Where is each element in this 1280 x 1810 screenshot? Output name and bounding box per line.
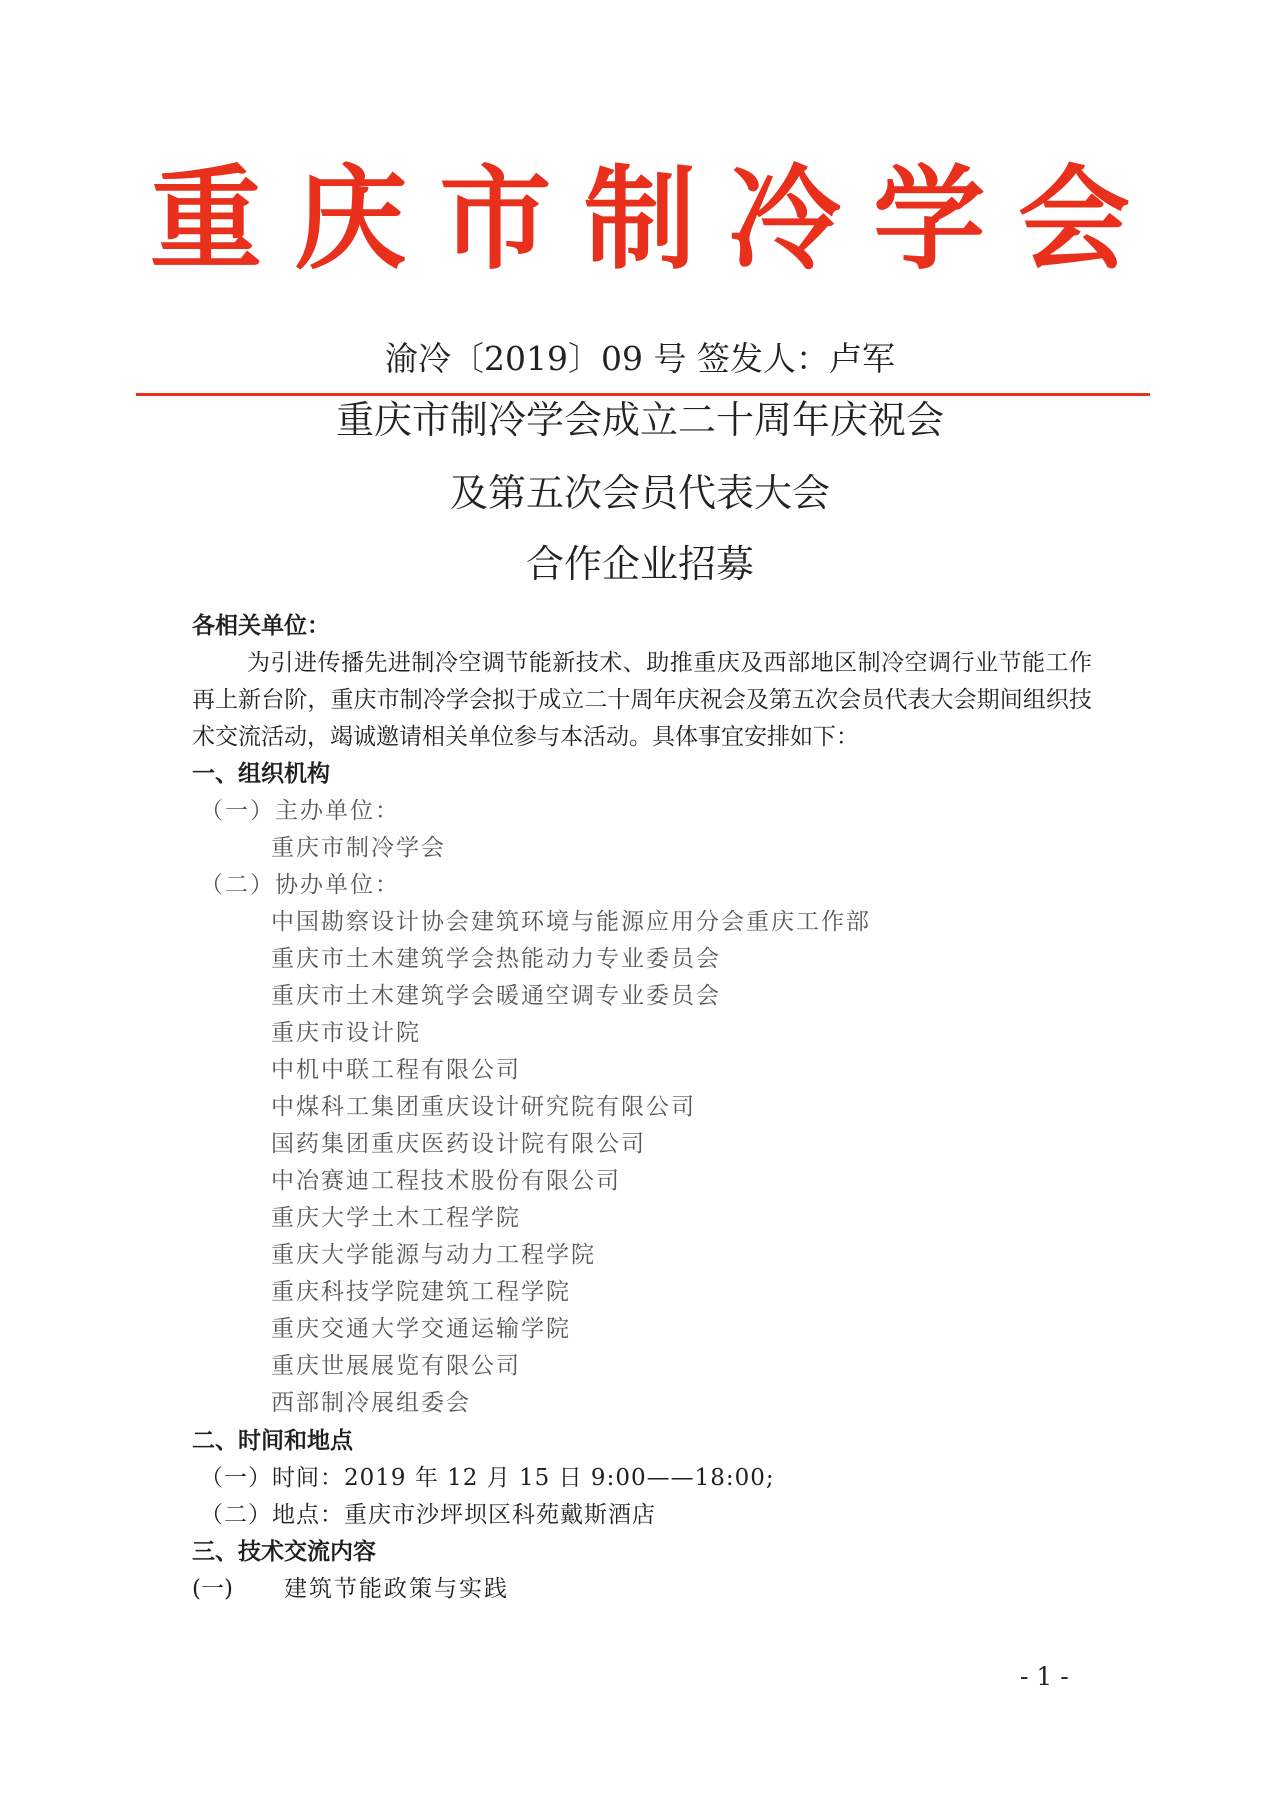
- masthead-char: 会: [1017, 155, 1130, 285]
- list-item: 重庆科技学院建筑工程学院: [271, 1279, 571, 1305]
- masthead: [150, 150, 1130, 290]
- list-item: 中机中联工程有限公司: [271, 1057, 521, 1083]
- list-item: 重庆交通大学交通运输学院: [271, 1316, 571, 1342]
- intro-paragraph: 为引进传播先进制冷空调节能新技术、助推重庆及西部地区制冷空调行业节能工作再上新台阶，重庆市制冷学会拟于成立二十周年庆祝会及第五次会员代表大会期间组织技术交流活动，竭诚邀请相关单位参与本活动。具体事宜安排如下：: [192, 650, 1092, 750]
- list-item: 重庆大学土木工程学院: [271, 1205, 521, 1231]
- masthead-char: 庆: [294, 155, 407, 285]
- list-item: 中冶赛迪工程技术股份有限公司: [271, 1168, 621, 1194]
- list-item: 中国勘察设计协会建筑环境与能源应用分会重庆工作部: [271, 909, 871, 935]
- list-item: 重庆市土木建筑学会热能动力专业委员会: [271, 946, 721, 972]
- co-organizer-label: （二）协办单位：: [200, 872, 400, 898]
- masthead-char: 制: [583, 155, 696, 285]
- masthead-char: 重: [150, 155, 262, 285]
- document-title-line-2: 及第五次会员代表大会: [449, 471, 830, 515]
- salutation: 各相关单位：: [192, 613, 330, 639]
- event-time: （一）时间：2019 年 12 月 15 日 9:00——18:00;: [200, 1465, 775, 1491]
- masthead-char: 学: [873, 155, 986, 285]
- document-title-line-1: 重庆市制冷学会成立二十周年庆祝会: [335, 398, 944, 442]
- event-place: （二）地点：重庆市沙坪坝区科苑戴斯酒店: [200, 1502, 656, 1528]
- content-item-number: (一): [192, 1576, 233, 1602]
- co-organizer-list: [271, 904, 871, 1422]
- list-item: 重庆世展展览有限公司: [271, 1353, 521, 1379]
- section-heading-content: 三、技术交流内容: [192, 1539, 376, 1565]
- host-organization: 重庆市制冷学会: [271, 835, 446, 861]
- list-item: 国药集团重庆医药设计院有限公司: [271, 1131, 646, 1157]
- list-item: 重庆大学能源与动力工程学院: [271, 1242, 596, 1268]
- list-item: 重庆市土木建筑学会暖通空调专业委员会: [271, 983, 721, 1009]
- document-title-line-3: 合作企业招募: [525, 542, 754, 586]
- list-item: 西部制冷展组委会: [271, 1390, 471, 1416]
- list-item: 中煤科工集团重庆设计研究院有限公司: [271, 1094, 696, 1120]
- section-heading-organization: 一、组织机构: [192, 761, 330, 787]
- content-item: 建筑节能政策与实践: [284, 1576, 509, 1602]
- page-number: - 1 -: [1020, 1662, 1069, 1691]
- masthead-char: 冷: [728, 155, 841, 285]
- masthead-char: 市: [439, 155, 552, 285]
- section-heading-time-place: 二、时间和地点: [192, 1428, 353, 1454]
- host-label: （一）主办单位：: [200, 798, 400, 824]
- list-item: 重庆市设计院: [271, 1020, 421, 1046]
- document-number: 渝冷〔2019〕09 号 签发人：卢军: [385, 339, 895, 378]
